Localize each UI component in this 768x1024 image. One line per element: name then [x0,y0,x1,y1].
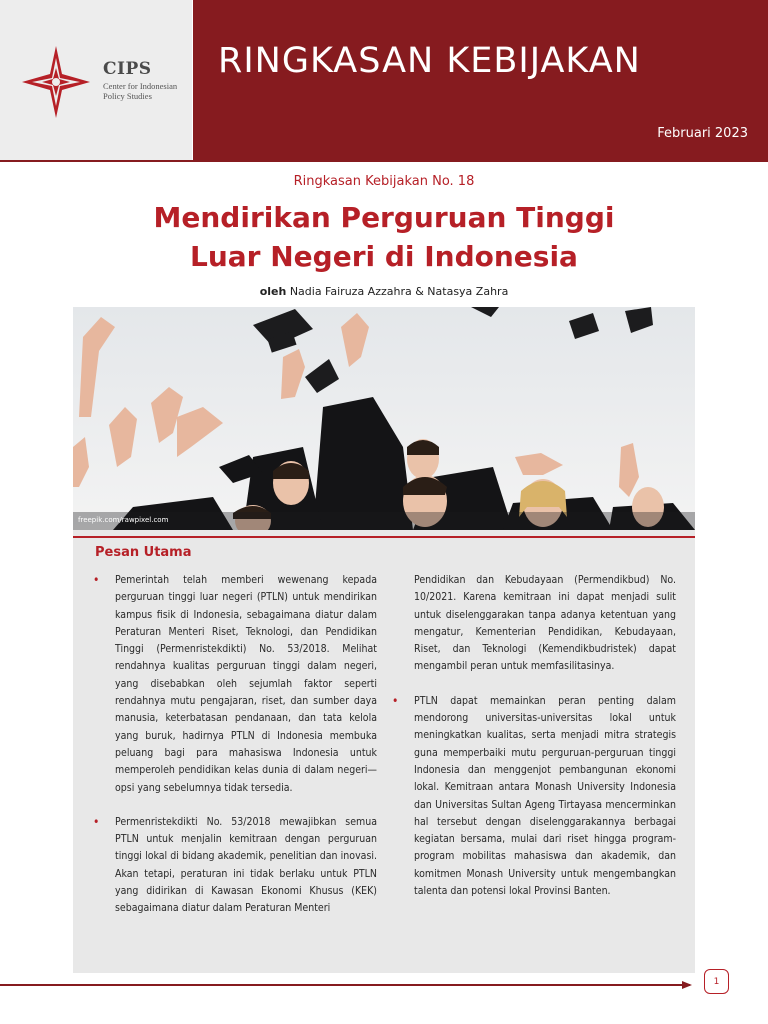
key-messages-divider [73,536,695,538]
series-label: Ringkasan Kebijakan No. 18 [293,174,475,189]
key-message-item: • PTLN dapat memainkan peran penting dalam mendorong universitas-universitas lokal untuk meningkatkan kualitas, serta menjadi mitra strategis guna memperbaiki mutu perguruan-perguruan tinggi Indonesia dan menggenjot pembangunan ekonomi lokal. Kemitraan antara Monash University Indonesia dan Universitas Sultan Ageng Tirtayasa mencerminkan hal tersebut dengan diselenggarakannya berbagai kegiatan bersama, mulai dari riset hingga program-program mobilitas mahasiswa dan akademik, dan komitmen Monash University untuk mengembangkan talenta dan potensi lokal Provinsi Banten. [414,693,676,901]
document-title-line2: Luar Negeri di Indonesia [190,240,578,273]
key-messages-heading: Pesan Utama [95,545,192,560]
authors-names: Nadia Fairuza Azzahra & Natasya Zahra [289,285,509,298]
key-message-item: • Permenristekdikti No. 53/2018 mewajibkan semua PTLN untuk menjalin kemitraan dengan perguruan tinggi lokal di bidang akademik, penelitian dan inovasi. Akan tetapi, peraturan ini tidak berlaku untuk PTLN yang didirikan di Kawasan Ekonomi Khusus (KEK) sebagaimana diatur dalam Peraturan Menteri [115,814,377,918]
authors-line [0,285,768,298]
hero-photo [73,307,695,530]
logo-panel [0,0,192,160]
logo-name: CIPS [103,59,152,79]
document-title [0,198,768,276]
logo-subtitle: Center for Indonesian Policy Studies [103,81,178,101]
key-message-item: • Pemerintah telah memberi wewenang kepada perguruan tinggi luar negeri (PTLN) untuk mendirikan kampus fisik di Indonesia, sebagaimana diatur dalam Peraturan Menteri Riset, Teknologi, dan Pendidikan Tinggi (Permenristekdikti) No. 53/2018. Melihat rendahnya kualitas perguruan tinggi dalam negeri, yang disebabkan oleh sejumlah faktor seperti rendahnya mutu pengajaran, riset, dan sumber daya manusia, keterbatasan pendanaan, dan tata kelola yang buruk, hadirnya PTLN di Indonesia membuka peluang bagi para mahasiswa Indonesia untuk memperoleh pendidikan kelas dunia di dalam negeri—opsi yang sebelumnya tidak tersedia. [115,572,377,797]
compass-star-icon [18,44,94,120]
page-number: 1 [704,969,729,994]
graduation-photo-illustration [73,307,695,530]
header-divider [0,160,768,162]
photo-credit: freepik.com/rawpixel.com [78,516,169,524]
key-messages-right-column [414,572,676,917]
key-messages-left-column [115,572,377,935]
footer-rule [0,984,690,986]
authors-prefix: oleh [259,285,287,298]
key-message-continuation: Pendidikan dan Kebudayaan (Permendikbud) No. 10/2021. Karena kemitraan ini dapat menjadi sulit untuk diselenggarakan tanpa adanya ketentuan yang mengatur, Kementerian Pendidikan, Kebudayaan, Riset, dan Teknologi (Kemendikbudristek) dapat mengambil peran untuk memfasilitasinya. [414,574,676,673]
publication-date: Februari 2023 [657,126,748,141]
header-title: RINGKASAN KEBIJAKAN [218,41,641,81]
header-banner [193,0,768,160]
document-title-line1: Mendirikan Perguruan Tinggi [153,201,615,234]
